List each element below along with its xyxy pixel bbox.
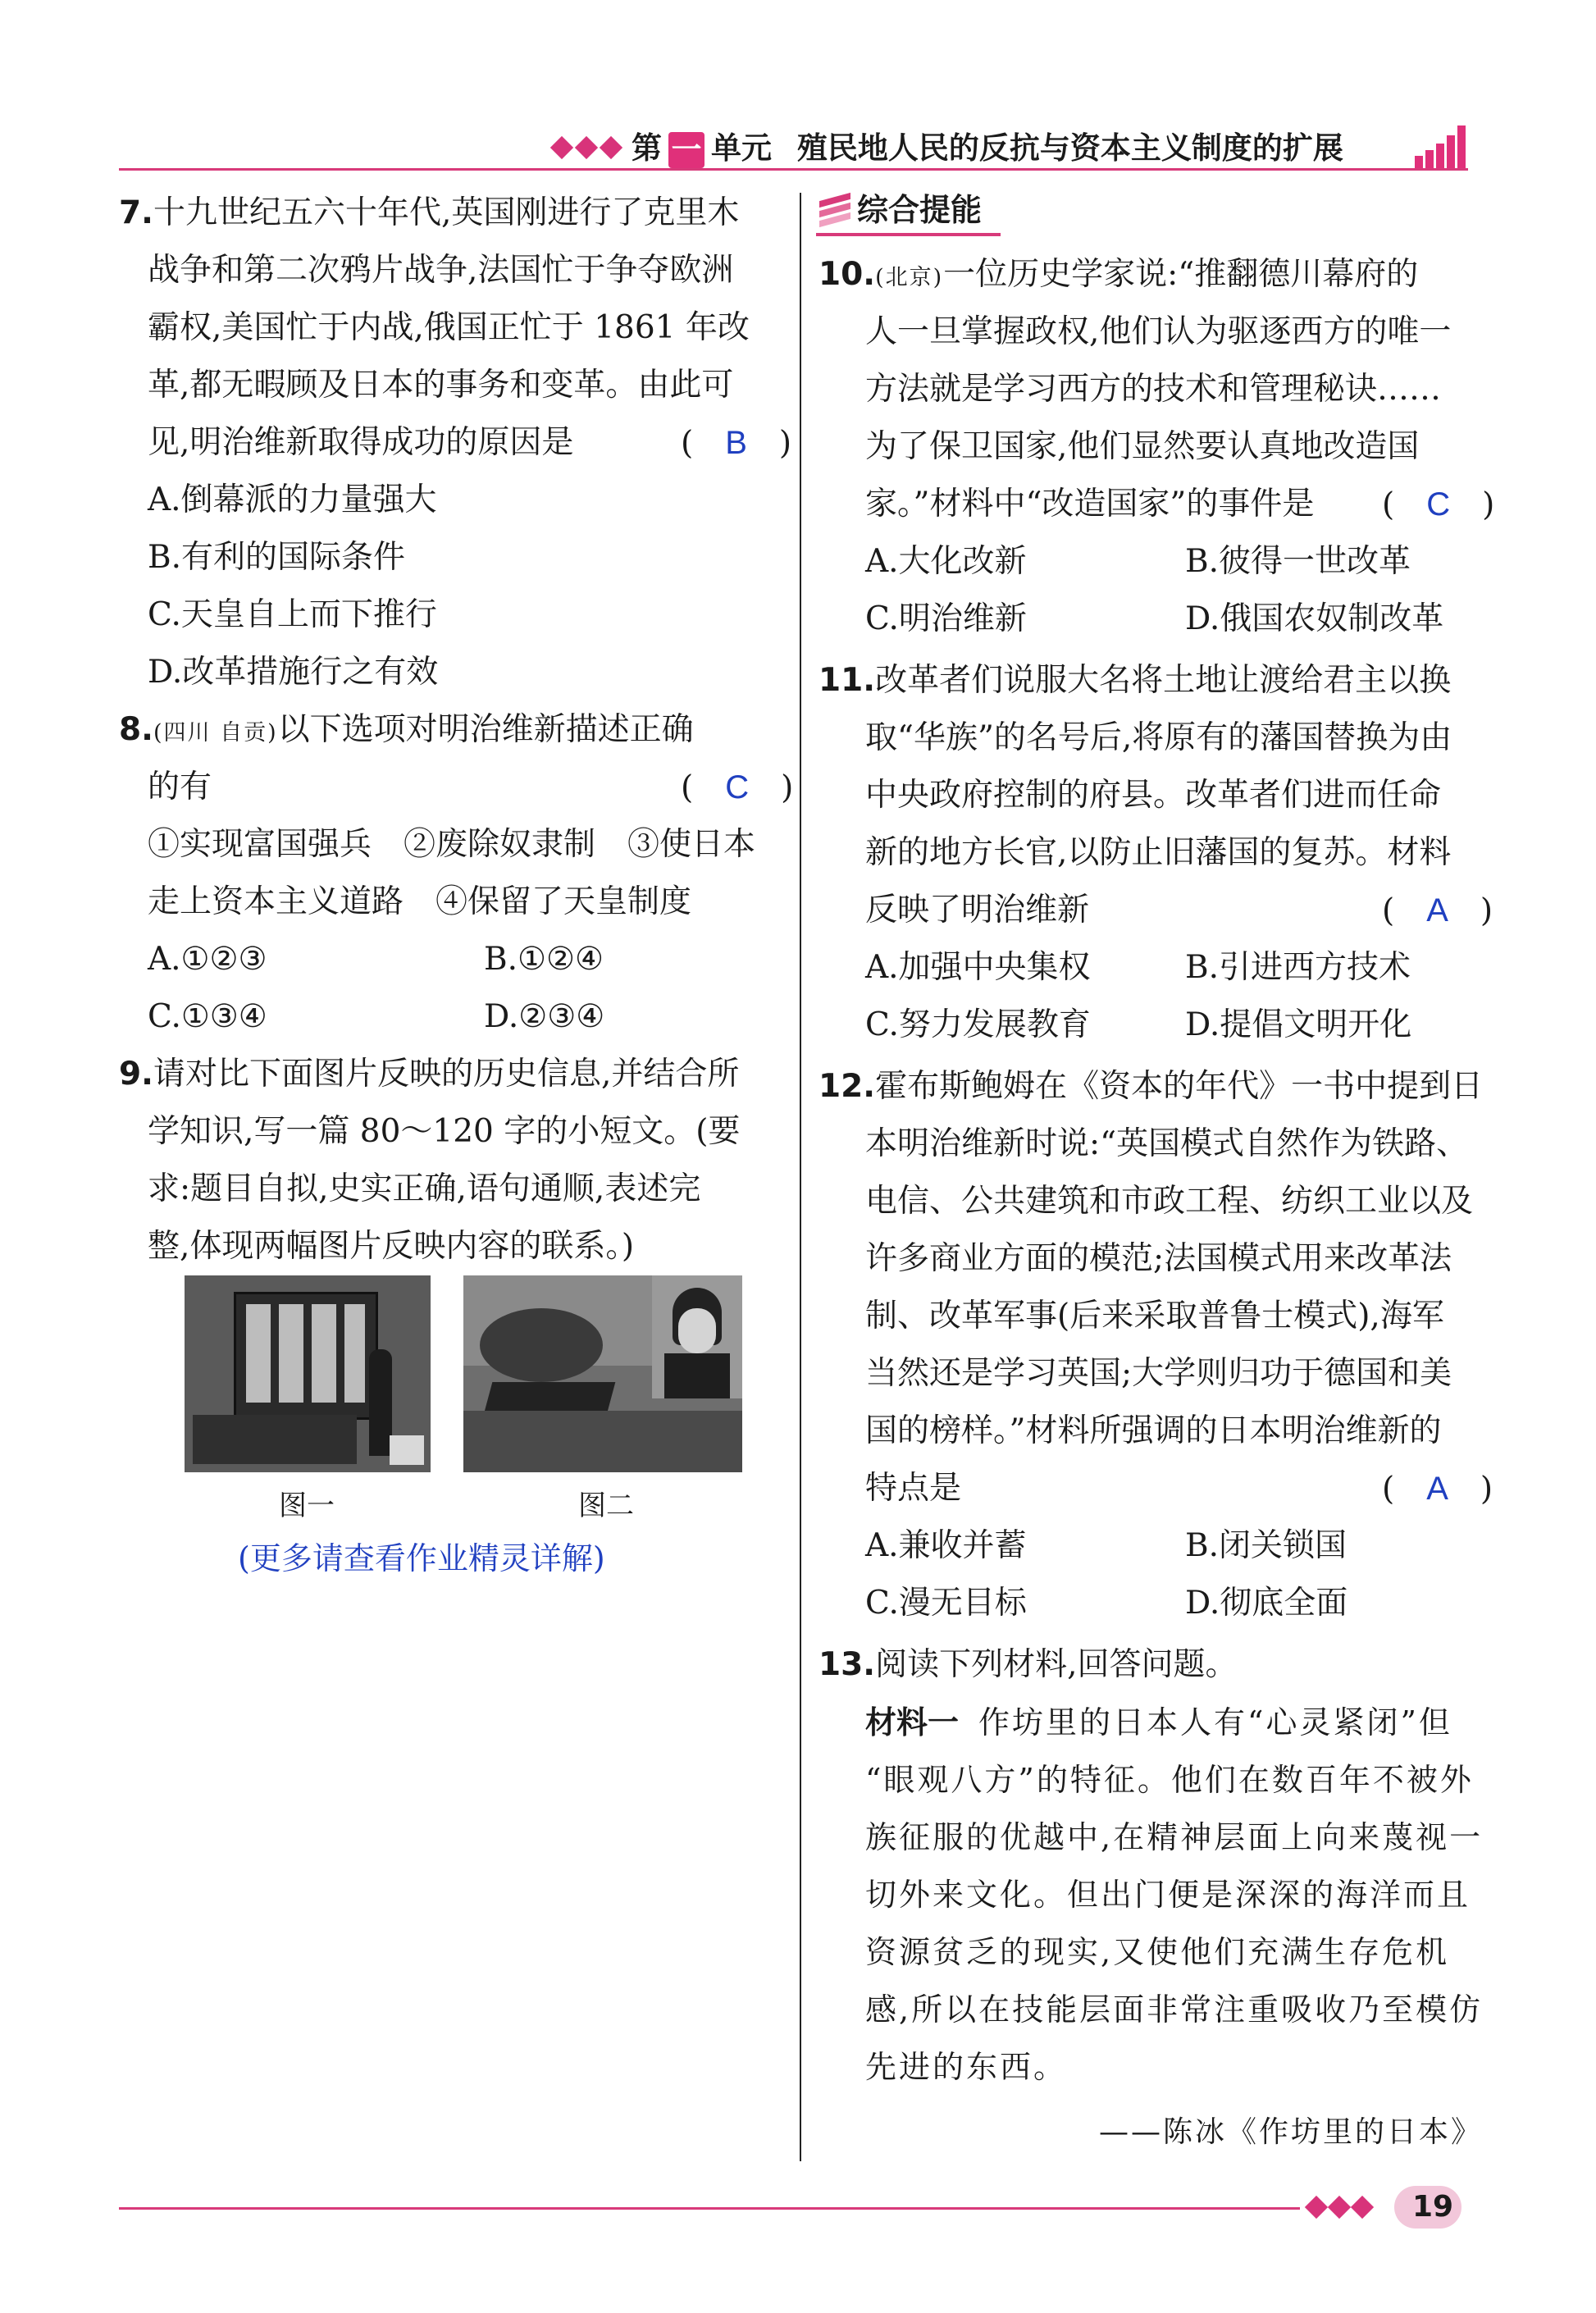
q8-option-b: B.①②④ <box>484 941 604 978</box>
q9-line-3: 求:题目自拟,史实正确,语句通顺,表述完 <box>148 1170 701 1207</box>
q7-line-3: 霸权,美国忙于内战,俄国正忙于 1861 年改 <box>148 309 750 346</box>
q9-line-4: 整,体现两幅图片反映内容的联系。) <box>148 1228 635 1265</box>
q10-answer: C <box>1426 486 1451 522</box>
q11-line-4: 新的地方长官,以防止旧藩国的复苏。材料 <box>865 834 1452 871</box>
q10-number: 10. <box>819 256 876 293</box>
q12-line-6: 当然还是学习英国;大学则归功于德国和美 <box>865 1355 1452 1392</box>
q9-number: 9. <box>119 1056 153 1093</box>
q8-answer: C <box>725 769 750 805</box>
q12-number: 12. <box>819 1068 876 1105</box>
q13-number: 13. <box>819 1646 876 1683</box>
q12-line-1: 12.霍布斯鲍姆在《资本的年代》一书中提到日 <box>819 1068 1484 1105</box>
q10-option-c: C.明治维新 <box>865 600 1027 637</box>
q12-option-b: B.闭关锁国 <box>1185 1527 1347 1564</box>
q13-material-line-6: 感,所以在技能层面非常注重吸收乃至模仿 <box>865 1991 1484 2028</box>
page-number: 19 <box>1412 2190 1454 2224</box>
q11-line-2: 取“华族”的名号后,将原有的藩国替换为由 <box>865 719 1452 756</box>
figure-1-caption: 图一 <box>279 1490 335 1522</box>
q7-answer-bracket: ( B ) <box>681 425 792 462</box>
q10-line-3: 方法就是学习西方的技术和管理秘诀…… <box>865 371 1442 408</box>
q11-answer: A <box>1426 892 1448 928</box>
section-underline <box>816 233 1001 236</box>
q10-option-a: A.大化改新 <box>865 543 1027 580</box>
q13-material-line-1: 材料一 作坊里的日本人有“心灵紧闭”但 <box>865 1704 1452 1740</box>
q11-line-1: 11.改革者们说服大名将土地让渡给君主以换 <box>819 662 1452 699</box>
q11-option-c: C.努力发展教育 <box>865 1006 1091 1043</box>
bar-chart-icon <box>1415 123 1472 168</box>
q12-line-5: 制、改革军事(后来采取普鲁士模式),海军 <box>865 1298 1444 1334</box>
q7-option-a: A.倒幕派的力量强大 <box>148 481 437 518</box>
q11-line-3: 中央政府控制的府县。改革者们进而任命 <box>865 777 1442 814</box>
q10-line-5: 家。”材料中“改造国家”的事件是 <box>865 486 1315 522</box>
q10-option-b: B.彼得一世改革 <box>1185 543 1411 580</box>
q8-statement-2: 走上资本主义道路 ④保留了天皇制度 <box>148 883 692 920</box>
q7-line-4: 革,都无暇顾及日本的事务和变革。由此可 <box>148 367 734 404</box>
figure-1-image <box>185 1275 431 1472</box>
q8-option-d: D.②③④ <box>484 998 605 1035</box>
q8-line-1: 8.(四川 自贡)以下选项对明治维新描述正确 <box>119 711 694 748</box>
q10-source: (北京) <box>875 265 944 290</box>
q12-answer: A <box>1426 1471 1448 1507</box>
q11-option-b: B.引进西方技术 <box>1185 949 1411 986</box>
q7-option-c: C.天皇自上而下推行 <box>148 596 437 633</box>
q11-option-a: A.加强中央集权 <box>865 949 1091 986</box>
q7-option-d: D.改革措施行之有效 <box>148 654 439 691</box>
q13-attribution: ——陈冰《作坊里的日本》 <box>1099 2115 1484 2149</box>
header-title: 第 一 单元 殖民地人民的反抗与资本主义制度的扩展 <box>632 130 1343 167</box>
q10-line-1: 10.(北京)一位历史学家说:“推翻德川幕府的 <box>819 256 1419 293</box>
q8-answer-bracket: ( C ) <box>681 769 794 806</box>
header-decoration <box>554 131 627 164</box>
q7-line-1: 7.十九世纪五六十年代,英国刚进行了克里木 <box>119 194 740 231</box>
q9-line-2: 学知识,写一篇 80～120 字的小短文。(要 <box>148 1113 741 1150</box>
q13-material-line-4: 切外来文化。但出门便是深深的海洋而且 <box>865 1877 1471 1913</box>
q13-material-line-2: “眼观八方”的特征。他们在数百年不被外 <box>865 1762 1474 1798</box>
q12-line-4: 许多商业方面的模范;法国模式用来改革法 <box>865 1240 1452 1277</box>
footer-rule <box>119 2207 1300 2210</box>
q12-line-3: 电信、公共建筑和市政工程、纺织工业以及 <box>865 1183 1474 1220</box>
q8-option-a: A.①②③ <box>148 941 267 978</box>
column-divider <box>800 193 801 2161</box>
q7-line-2: 战争和第二次鸦片战争,法国忙于争夺欧洲 <box>148 252 734 289</box>
q13-line-1: 13.阅读下列材料,回答问题。 <box>819 1646 1238 1683</box>
q7-option-b: B.有利的国际条件 <box>148 539 406 576</box>
unit-badge: 一 <box>668 132 705 168</box>
q8-number: 8. <box>119 711 153 748</box>
q12-answer-bracket: ( A ) <box>1382 1471 1493 1508</box>
q12-option-c: C.漫无目标 <box>865 1585 1027 1622</box>
q8-option-c: C.①③④ <box>148 998 267 1035</box>
q8-statement-1: ①实现富国强兵 ②废除奴隶制 ③使日本 <box>148 826 756 863</box>
q8-line-2: 的有 <box>148 769 212 805</box>
q7-answer: B <box>725 425 747 461</box>
q13-material-line-7: 先进的东西。 <box>865 2049 1068 2085</box>
q7-line-5: 见,明治维新取得成功的原因是 <box>148 424 574 461</box>
q12-line-2: 本明治维新时说:“英国模式自然作为铁路、 <box>865 1125 1469 1162</box>
q13-material-line-5: 资源贫乏的现实,又使他们充满生存危机 <box>865 1934 1450 1970</box>
figure-2-caption: 图二 <box>578 1490 634 1522</box>
material-label: 材料一 <box>865 1704 960 1740</box>
q11-answer-bracket: ( A ) <box>1382 892 1493 929</box>
q12-line-7: 国的榜样。”材料所强调的日本明治维新的 <box>865 1412 1442 1449</box>
unit-title: 殖民地人民的反抗与资本主义制度的扩展 <box>796 130 1343 166</box>
q11-number: 11. <box>819 662 876 699</box>
q11-line-5: 反映了明治维新 <box>865 892 1090 928</box>
figure-2-image <box>463 1275 742 1472</box>
q10-line-2: 人一旦掌握政权,他们认为驱逐西方的唯一 <box>865 313 1452 350</box>
footer-decoration <box>1308 2195 1390 2219</box>
q11-option-d: D.提倡文明开化 <box>1185 1006 1412 1043</box>
section-title: 综合提能 <box>857 192 983 228</box>
q12-option-a: A.兼收并蓄 <box>865 1527 1027 1564</box>
q7-number: 7. <box>119 194 153 231</box>
q10-line-4: 为了保卫国家,他们显然要认真地改造国 <box>865 428 1420 465</box>
q8-source: (四川 自贡) <box>153 720 278 746</box>
header-rule <box>119 168 1468 171</box>
q10-answer-bracket: ( C ) <box>1382 486 1495 523</box>
q13-material-line-3: 族征服的优越中,在精神层面上向来蔑视一 <box>865 1819 1484 1855</box>
q10-option-d: D.俄国农奴制改革 <box>1185 600 1444 637</box>
q9-line-1: 9.请对比下面图片反映的历史信息,并结合所 <box>119 1056 740 1093</box>
q12-option-d: D.彻底全面 <box>1185 1585 1348 1622</box>
q12-line-8: 特点是 <box>865 1470 962 1507</box>
solution-note: (更多请查看作业精灵详解) <box>238 1540 605 1576</box>
